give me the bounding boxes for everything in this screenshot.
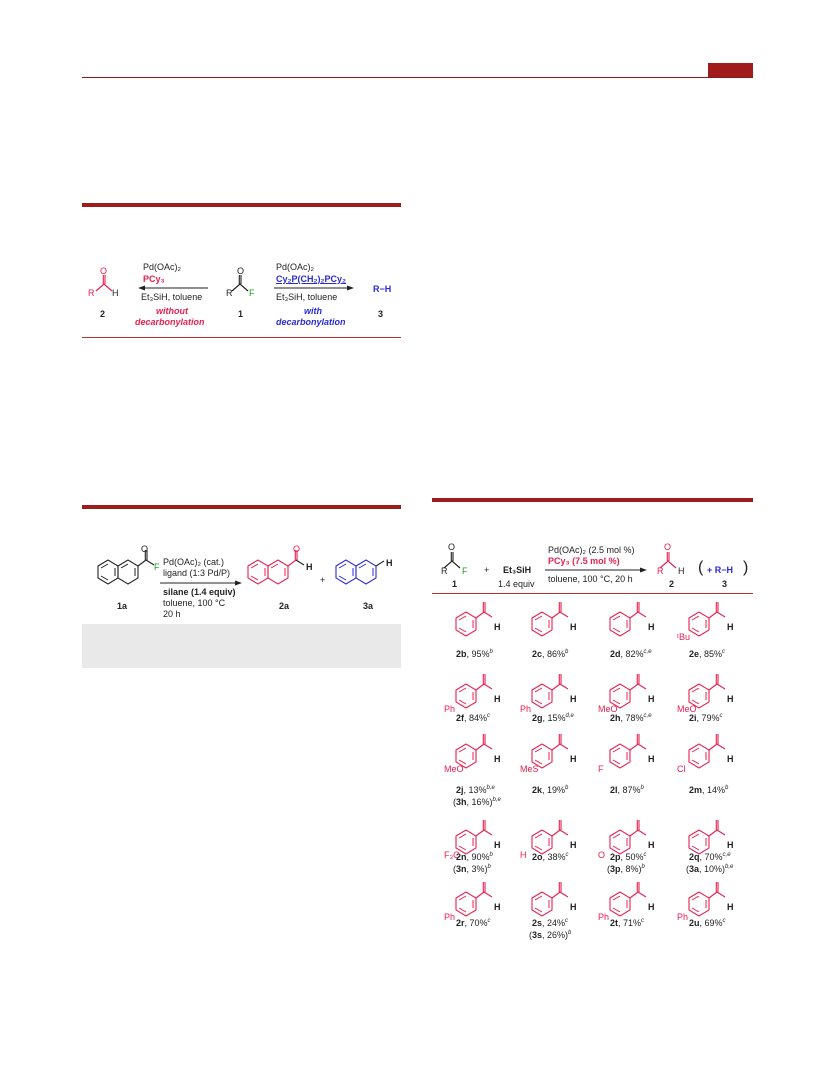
compound-2i-h: H	[727, 694, 734, 704]
compound-2c-yield: 2c, 86%$^b$	[532, 649, 569, 659]
compound-2u-structure	[685, 880, 745, 920]
compound-2t-h: H	[648, 902, 655, 912]
naphthoyl-fluoride-1a-structure	[88, 552, 168, 602]
compound-2o-h: H	[570, 840, 577, 850]
compound-2n-yield: 2n, 90%$^b$	[456, 852, 493, 862]
compound-2s-side-yield: (3s, 26%)$^b$	[529, 930, 572, 940]
compound-2f-h: H	[494, 694, 501, 704]
aldehyde-r: R	[88, 288, 95, 298]
compound-2m-yield: 2m, 14%$^b$	[689, 785, 729, 795]
compound-2o-substituent: H	[520, 850, 527, 860]
compound-2c-structure	[528, 600, 588, 640]
right-catalyst: Pd(OAc)₂	[276, 262, 314, 272]
compound-2s-yield: 2s, 24%$^c$	[532, 918, 569, 928]
scheme2-top-rule	[82, 505, 401, 509]
silane-equiv: 1.4 equiv	[498, 579, 535, 589]
compound-2g-substituent: Ph	[520, 704, 532, 714]
compound-2j-h: H	[494, 754, 501, 764]
compound-2f-substituent: Ph	[444, 704, 456, 714]
compound-2q-side-yield: (3a, 10%)$^{b,e}$	[686, 864, 734, 874]
compound-2j-yield: 2j, 13%$^{b,e}$	[456, 785, 495, 795]
compound-2r-h: H	[494, 902, 501, 912]
compound-2l-substituent: F	[598, 764, 604, 774]
compound-2j-side-yield: (3h, 16%)$^{b,e}$	[453, 797, 501, 807]
right-note-1: with	[304, 306, 322, 316]
header-plus: +	[484, 565, 490, 575]
compound-2u-yield: 2u, 69%$^c$	[689, 918, 726, 928]
header2-r: R	[657, 566, 664, 576]
acyl-r: R	[226, 288, 233, 298]
compound-2q-yield: 2q, 70%$^{c,e}$	[689, 852, 731, 862]
compound-2e-structure	[685, 600, 745, 640]
header2-h: H	[678, 566, 685, 576]
left-reaction-arrow	[138, 284, 210, 292]
compound-2t-yield: 2t, 71%$^c$	[610, 918, 645, 928]
compound-2l-structure	[606, 732, 666, 772]
scheme2-arrow	[160, 579, 242, 587]
aldehyde-h: H	[112, 288, 119, 298]
compound-2n-side-yield: (3n, 3%)$^b$	[453, 864, 491, 874]
paren-right: )	[743, 559, 749, 576]
compound-2p-yield: 2p, 50%$^c$	[610, 852, 647, 862]
compound-2u-h: H	[727, 902, 734, 912]
scheme3-header-rule	[432, 593, 753, 594]
compound-2m-substituent: Cl	[677, 764, 686, 774]
scheme1-bottom-rule	[82, 337, 401, 338]
compound-2k-h: H	[570, 754, 577, 764]
left-note-1: without	[156, 306, 188, 316]
compound-2b-h: H	[494, 622, 501, 632]
compound-2m-structure	[685, 732, 745, 772]
scheme3-ligand: PCy₃ (7.5 mol %)	[548, 556, 620, 566]
side-label-3a: 3a	[363, 601, 374, 611]
compound-2r-substituent: Ph	[444, 912, 456, 922]
condition-time: 20 h	[163, 609, 181, 619]
product-label-2: 2	[100, 309, 106, 319]
right-ligand: Cy₂P(CH₂)₂PCy₂	[276, 274, 347, 284]
compound-2g-yield: 2g, 15%$^{d,e}$	[532, 713, 574, 723]
condition-ligand: ligand (1:3 Pd/P)	[163, 568, 231, 578]
header-o: O	[448, 542, 456, 552]
scheme1-top-rule	[82, 203, 401, 207]
compound-2p-h: H	[648, 840, 655, 850]
header-label-3: 3	[722, 579, 728, 589]
scheme3-solvent: toluene, 100 °C, 20 h	[548, 574, 633, 584]
compound-2q-h: H	[727, 840, 734, 850]
header-plus-rh: + R−H	[707, 565, 734, 575]
acyl-f: F	[249, 288, 255, 298]
paren-left: (	[698, 559, 704, 576]
aldehyde-o: O	[100, 266, 108, 276]
silane-label: Et₃SiH	[503, 565, 532, 575]
naphthaldehyde-h: H	[306, 562, 313, 572]
compound-2l-yield: 2l, 87%$^b$	[610, 785, 644, 795]
compound-2s-h: H	[570, 902, 577, 912]
scheme3-catalyst: Pd(OAc)₂ (2.5 mol %)	[548, 545, 635, 555]
compound-2s-structure	[528, 880, 588, 920]
compound-2g-h: H	[570, 694, 577, 704]
left-reagents: Et₃SiH, toluene	[141, 292, 203, 302]
compound-2d-structure	[606, 600, 666, 640]
naphthaldehyde-2a-structure	[244, 552, 324, 602]
compound-2k-yield: 2k, 19%$^b$	[532, 785, 569, 795]
compound-2h-yield: 2h, 78%$^{c,e}$	[610, 713, 652, 723]
naphthoyl-o: O	[141, 544, 149, 554]
compound-2b-structure	[452, 600, 512, 640]
scheme3-arrow	[545, 566, 647, 574]
compound-2f-structure	[452, 672, 512, 712]
compound-2p-side-yield: (3p, 8%)$^b$	[607, 864, 645, 874]
compound-2l-h: H	[648, 754, 655, 764]
compound-2n-substituent: F₃C	[444, 850, 460, 860]
left-catalyst: Pd(OAc)₂	[143, 262, 181, 272]
naphthaldehyde-o: O	[293, 544, 301, 554]
header-f: F	[462, 566, 468, 576]
condition-catalyst: Pd(OAc)₂ (cat.)	[163, 557, 225, 567]
compound-2j-substituent: MeO	[444, 764, 464, 774]
compound-2e-substituent: ᵗBu	[677, 632, 690, 642]
header-label-2: 2	[669, 579, 675, 589]
condition-silane: silane (1.4 equiv)	[163, 587, 236, 597]
compound-2f-yield: 2f, 84%$^c$	[456, 713, 491, 723]
left-note-2: decarbonylation	[135, 317, 205, 327]
compound-2e-yield: 2e, 85%$^c$	[689, 649, 726, 659]
start-label-1a: 1a	[117, 601, 128, 611]
compound-2k-substituent: MeS	[520, 764, 539, 774]
compound-2o-yield: 2o, 38%$^c$	[532, 852, 569, 862]
header-r: R	[441, 566, 448, 576]
compound-2p-substituent: O	[598, 850, 606, 860]
compound-2r-structure	[452, 880, 512, 920]
condition-solvent: toluene, 100 °C	[163, 598, 226, 608]
compound-2t-structure	[606, 880, 666, 920]
header2-o: O	[664, 542, 672, 552]
left-ligand: PCy₃	[143, 274, 165, 284]
scheme3-top-rule	[432, 498, 753, 502]
compound-2c-h: H	[570, 622, 577, 632]
compound-2u-substituent: Ph	[677, 912, 689, 922]
header-label-1: 1	[452, 579, 458, 589]
compound-2i-substituent: MeO	[677, 704, 697, 714]
alkane-rh: R−H	[373, 284, 392, 294]
compound-2d-yield: 2d, 82%$^{c,e}$	[610, 649, 652, 659]
compound-2i-yield: 2i, 79%$^c$	[689, 713, 723, 723]
scheme2-table-header	[82, 624, 401, 668]
compound-2t-substituent: Ph	[598, 912, 610, 922]
alkane-label-3: 3	[378, 309, 384, 319]
compound-2r-yield: 2r, 70%$^c$	[456, 918, 491, 928]
start-label-1: 1	[238, 309, 244, 319]
naphthalene-h: H	[386, 558, 393, 568]
right-note-2: decarbonylation	[276, 317, 346, 327]
acyl-o: O	[237, 266, 245, 276]
compound-2n-h: H	[494, 840, 501, 850]
compound-2h-h: H	[648, 694, 655, 704]
scheme2-plus: +	[320, 575, 326, 585]
naphthoyl-f: F	[154, 562, 160, 572]
header-rule	[82, 77, 753, 78]
right-reaction-arrow	[274, 284, 354, 292]
compound-2m-h: H	[727, 754, 734, 764]
compound-2h-substituent: MeO	[598, 704, 618, 714]
compound-2e-h: H	[727, 622, 734, 632]
product-label-2a: 2a	[279, 601, 290, 611]
right-reagents: Et₃SiH, toluene	[276, 292, 338, 302]
page-number-tab	[708, 63, 753, 77]
compound-2d-h: H	[648, 622, 655, 632]
compound-2g-structure	[528, 672, 588, 712]
compound-2b-yield: 2b, 95%$^b$	[456, 649, 493, 659]
